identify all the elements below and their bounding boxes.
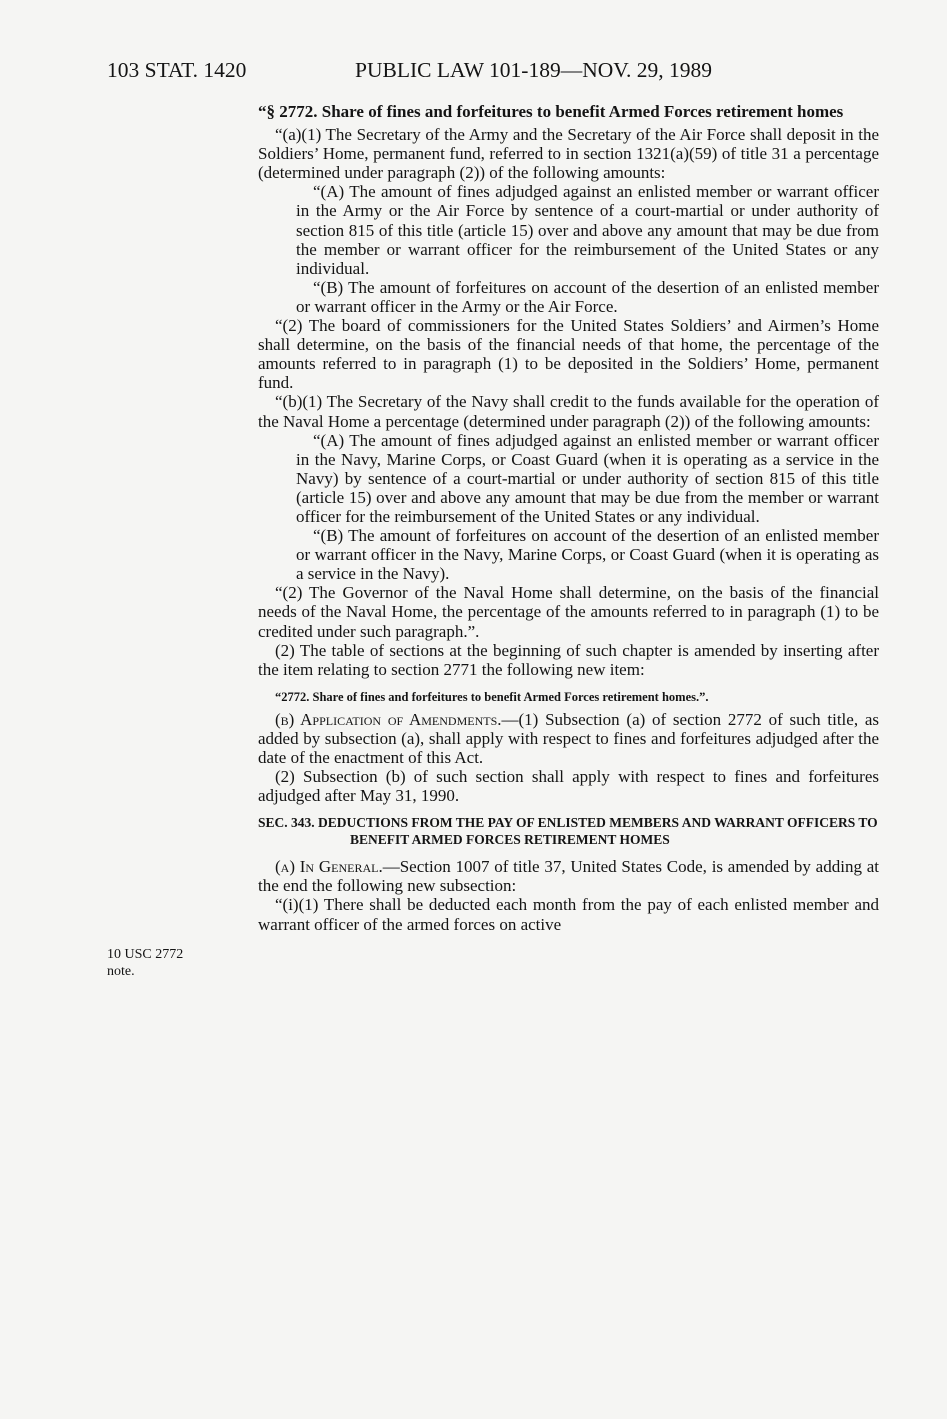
application-label: (b) Application of Amendments. xyxy=(275,709,502,729)
section-2772-heading: “§ 2772. Share of fines and forfeitures to benefit Armed Forces retirement homes xyxy=(258,102,844,121)
application-paragraph-1 xyxy=(258,710,879,767)
general-label: (a) In General. xyxy=(275,857,383,877)
paragraph-i1: “(i)(1) There shall be deducted each month from the pay of each enlisted member and warrant officer of the armed forces on active xyxy=(258,895,879,934)
law-title: PUBLIC LAW 101-189—NOV. 29, 1989 xyxy=(355,58,713,82)
paragraph-a1-B: “(B) The amount of forfeitures on account of the desertion of an enlisted member or warrant officer in the Army or the Air Force. xyxy=(296,277,879,316)
paragraph-a2: “(2) The board of commissioners for the United States Soldiers’ and Airmen’s Home shall determine, on the basis of the financial needs of that home, the percentage of the amounts referred to in paragraph (1) to be deposited in the Soldiers’ Home, permanent fund. xyxy=(258,316,879,393)
margin-note xyxy=(107,946,227,980)
margin-note-line1: 10 USC 2772 xyxy=(107,947,184,962)
body-text xyxy=(258,102,879,934)
table-amendment-paragraph: (2) The table of sections at the beginning of such chapter is amended by inserting after the item relating to section 2771 the following new item: xyxy=(258,640,879,679)
section-343-heading: SEC. 343. DEDUCTIONS FROM THE PAY OF ENLISTED MEMBERS AND WARRANT OFFICERS TO BENEFIT ARMED FORCES RETIREMENT HOMES xyxy=(258,815,878,848)
paragraph-a1-A: “(A) The amount of fines adjudged against an enlisted member or warrant officer in the Army or the Air Force by sentence of a court-martial or under authority of section 815 of this title (article 15) over and above any amount that may be due from the member or warrant officer for the reimbursement of the United States or any individual. xyxy=(296,182,879,278)
application-paragraph-2: (2) Subsection (b) of such section shall apply with respect to fines and forfeitures adjudged after May 31, 1990. xyxy=(258,767,879,806)
general-paragraph xyxy=(258,857,879,895)
paragraph-b1-A: “(A) The amount of fines adjudged against an enlisted member or warrant officer in the Navy, Marine Corps, or Coast Guard (when it is operating as a service in the Navy) by sentence of a court-martial or under authority of section 815 of this title (article 15) over and above any amount that may be due from the member or warrant officer for the reimbursement of the United States or any individual. xyxy=(296,430,879,526)
paragraph-a1: “(a)(1) The Secretary of the Army and the Secretary of the Air Force shall deposit in the Soldiers’ Home, permanent fund, referred to in section 1321(a)(59) of title 31 a percentage (determined under paragraph (2)) of the following amounts: xyxy=(258,125,879,183)
page-number: 103 STAT. 1420 xyxy=(107,58,247,82)
general-text: —Section 1007 of title 37, United States Code, is amended by adding at the end the following new subsection: xyxy=(258,857,879,896)
table-of-sections-item: “2772. Share of fines and forfeitures to benefit Armed Forces retirement homes.”. xyxy=(275,689,709,704)
margin-note-line2: note. xyxy=(107,964,135,979)
page-header xyxy=(107,56,887,86)
paragraph-b1-B: “(B) The amount of forfeitures on account of the desertion of an enlisted member or warrant officer in the Navy, Marine Corps, or Coast Guard (when it is operating as a service in the Navy). xyxy=(296,526,879,584)
paragraph-b2: “(2) The Governor of the Naval Home shall determine, on the basis of the financial needs of the Naval Home, the percentage of the amounts referred to in paragraph (1) to be credited under such paragraph.”. xyxy=(258,583,879,641)
application-text-1: —(1) Subsection (a) of section 2772 of such title, as added by subsection (a), shall apply with respect to fines and forfeitures adjudged after the date of the enactment of this Act. xyxy=(258,709,879,767)
paragraph-b1: “(b)(1) The Secretary of the Navy shall credit to the funds available for the operation of the Naval Home a percentage (determined under paragraph (2)) of the following amounts: xyxy=(258,392,879,431)
